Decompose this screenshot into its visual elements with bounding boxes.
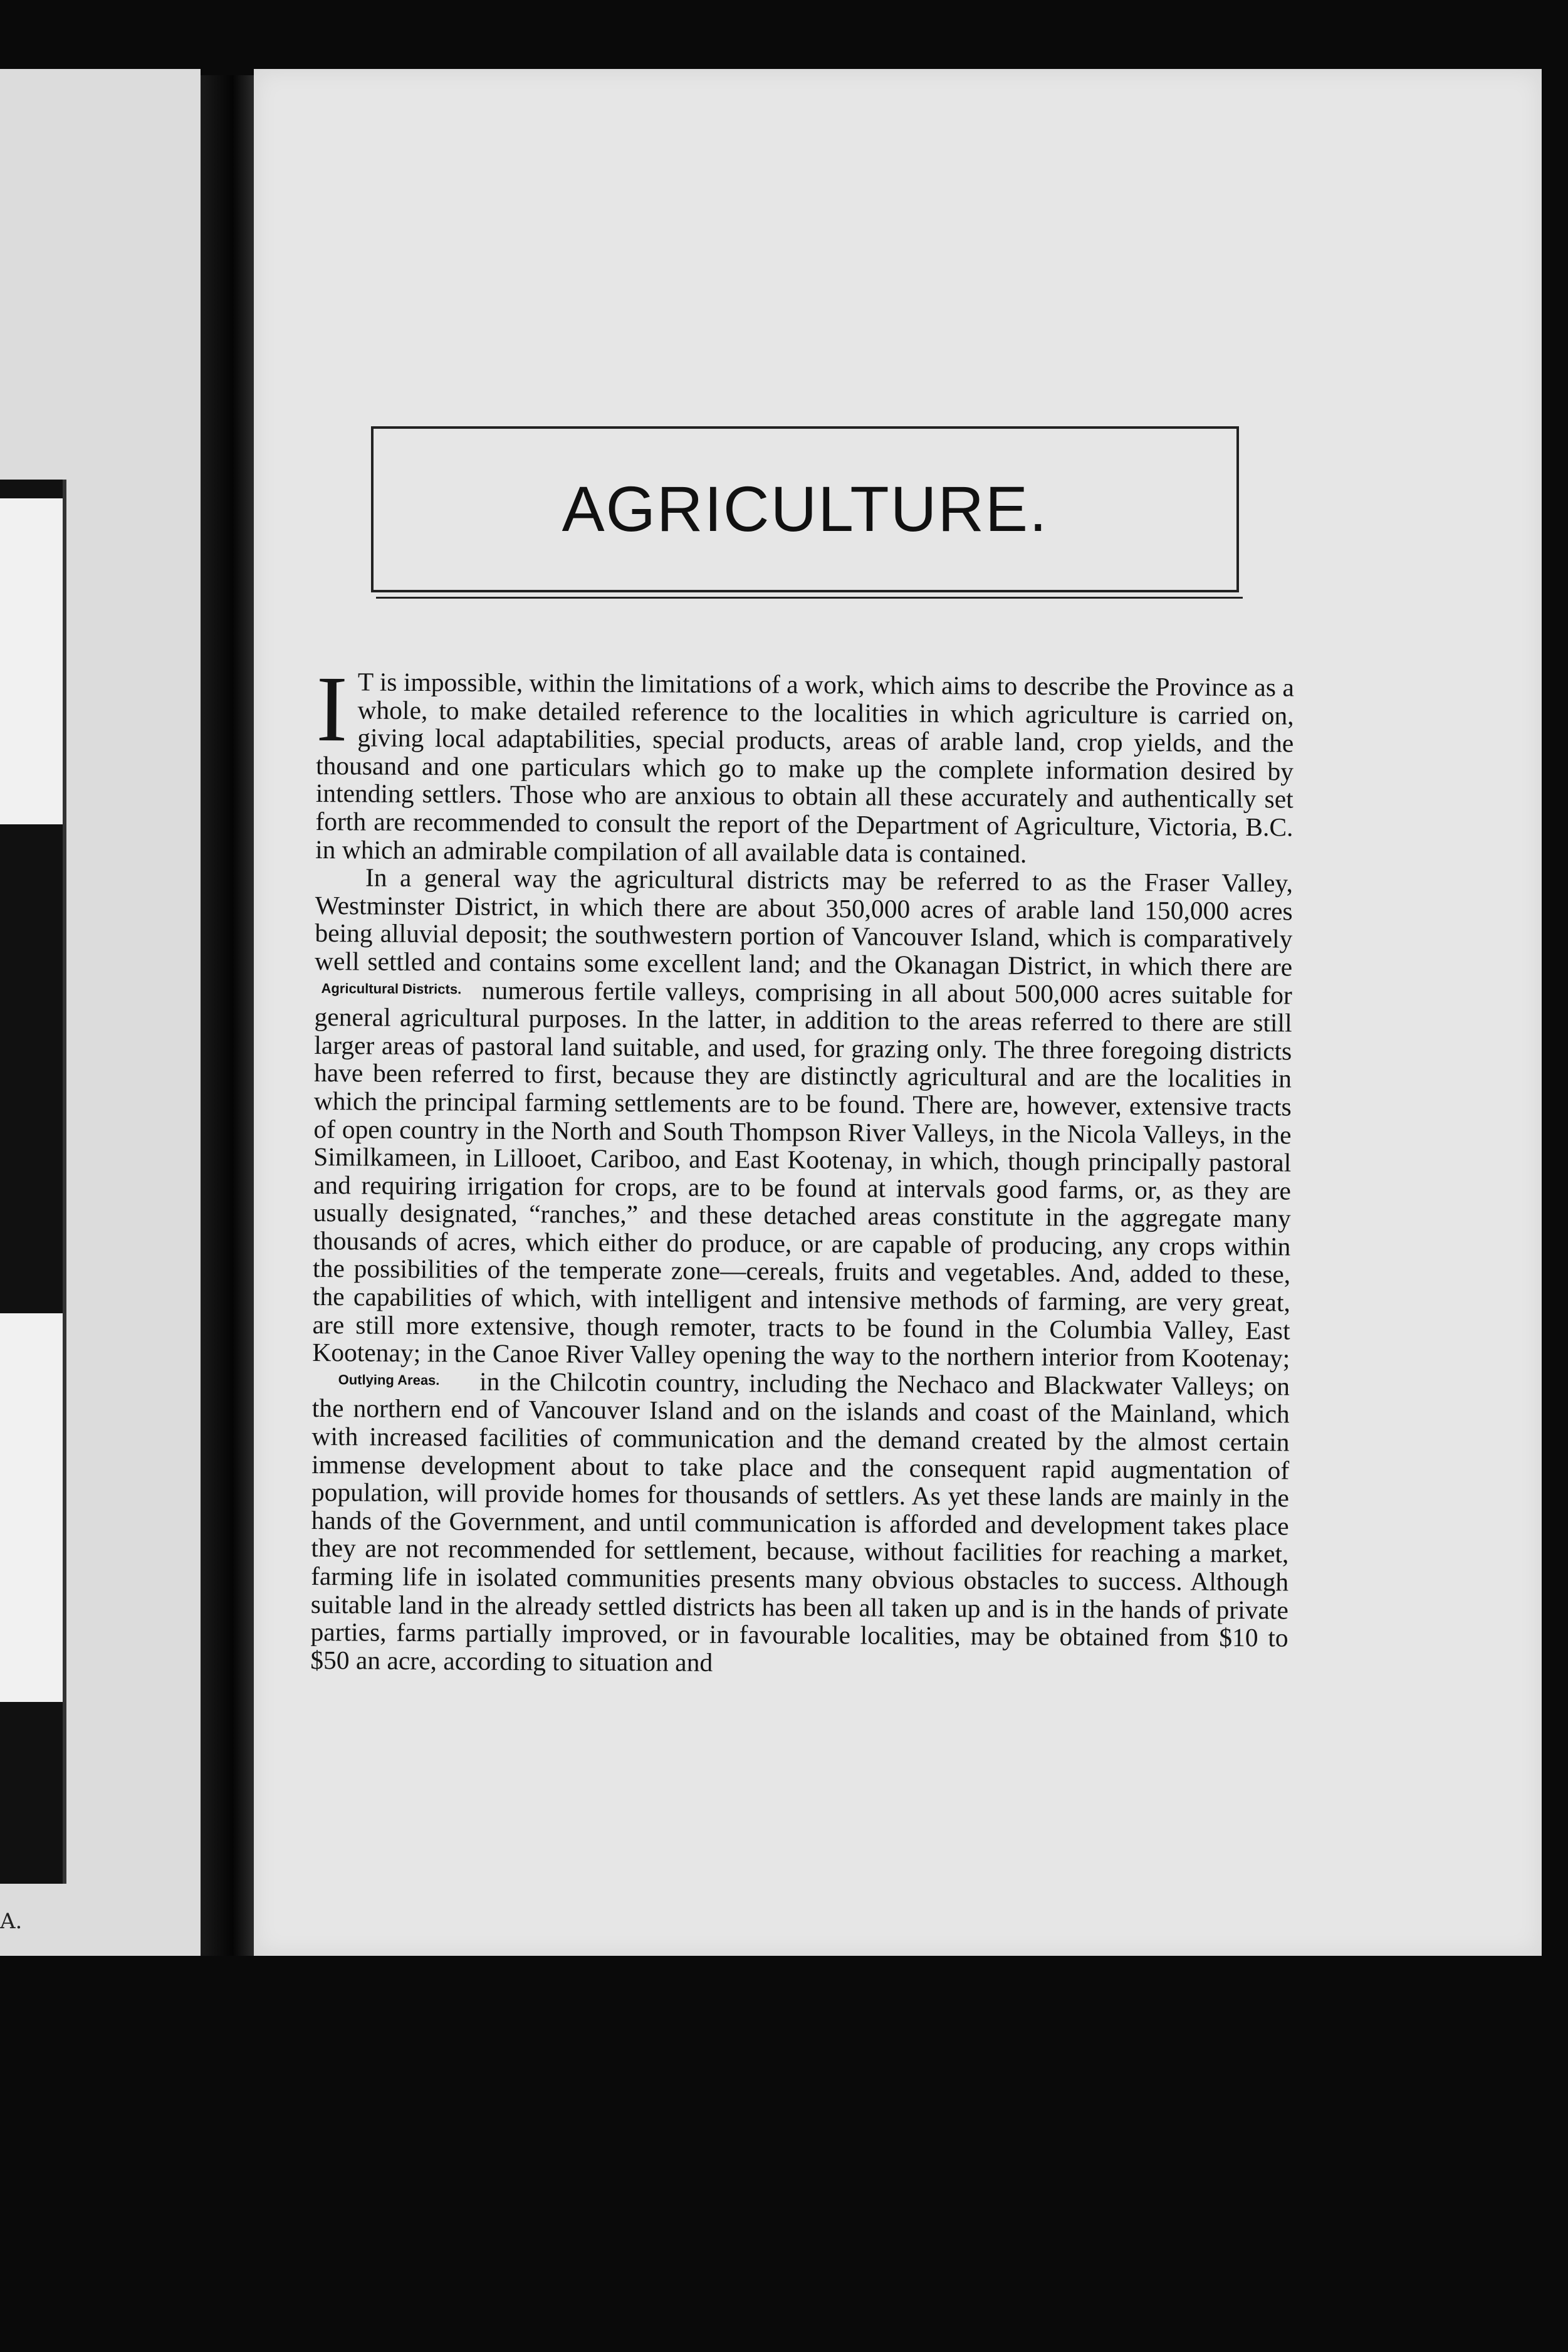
facing-page-caption: A. [0, 1909, 23, 1934]
paragraph-districts-part-c: Chilcotin country, including the Nechaco and Blackwater Valleys; on the northern end of Vancouver Island and on the islands and coast of the Mainland, which with increased facilities of communication and the demand created by the almost certain immense development about to take place and the consequent rapid augmentation of population, will provide homes for thousands of settlers. As yet these lands are mainly in the hands of the Government, and until communication is afforded and development takes place they are not recommended for settlement, because, without facilities for reaching a market, farming life in isolated communities presents many obvious obstacles to success. Although suitable land in the already settled districts has been all taken up and is in the hands of private parties, farms partially improved, or in favourable localities, may be obtained from $10 to $50 an acre, according to situation and [310, 1367, 1290, 1677]
book-gutter [201, 75, 254, 1956]
book-page [254, 69, 1542, 1956]
drop-cap: I [316, 657, 348, 762]
paragraph-intro-text: T is impossible, within the limitations of a work, which aims to describe the Province as a whole, to make detailed reference to the localities in which agriculture is carried on, giving local adaptabilities, special products, areas of arable land, crop yields, and the thousand and one particulars which go to make up the complete information desired by intending settlers. Those who are anxious to obtain all these accurately and authentically set forth are recommended to consult the report of the Department of Agriculture, Victoria, B.C. in which an admirable compilation of all available data is contained. [315, 667, 1294, 868]
facing-page [0, 69, 201, 1956]
body-text [310, 657, 1294, 1680]
title-frame [371, 426, 1239, 592]
page-title: AGRICULTURE. [562, 473, 1048, 545]
paragraph-districts [310, 863, 1293, 1680]
sidenote-outlying-areas: Outlying Areas. [338, 1372, 440, 1389]
sidenote-agricultural-districts: Agricultural Districts. [321, 980, 462, 997]
facing-page-photograph [0, 480, 66, 1884]
paragraph-districts-part-b: about 500,000 acres suitable for general agricultural purposes. In the latter, in addition to the areas referred to there are still larger areas of pastoral land suitable, and used, for grazing only. The three foregoing districts have been referred to first, because they are distinctly agricultural and are the localities in which the principal farming settlements are to be found. There are, however, extensive tracts of open country in the North and South Thompson River Valleys, in the Nicola Valleys, in the Similkameen, in Lillooet, Cariboo, and East Kootenay, in which, though principally pastoral and requiring irrigation for crops, are to be found at intervals good farms, or, as they are usually designated, “ranches,” and these detached areas constitute in the aggregate many thousands of acres, which either do produce, or are capable of producing, any crops within the possibilities of the temperate zone—cereals, fruits and vegetables. And, added to these, the capabilities of which, with intelligent and intensive methods of farming, are very great, are still more extensive, though remoter, tracts to be found in the Columbia Valley, East Kootenay; in the Canoe River Valley opening the way to the northern interior from Kootenay; in the [312, 978, 1292, 1397]
paragraph-intro [315, 657, 1294, 869]
paragraph-districts-part-a: In a general way the agricultural districts may be referred to as the Fraser Valley, Westminster District, in which there are about 350,000 acres of arable land 150,000 acres being alluvial deposit; the southwestern portion of Vancouver Island, which is comparatively well settled and contains some excellent land; and the Okanagan District, in which there are numerous fertile valleys, comprising in all [315, 863, 1294, 1007]
